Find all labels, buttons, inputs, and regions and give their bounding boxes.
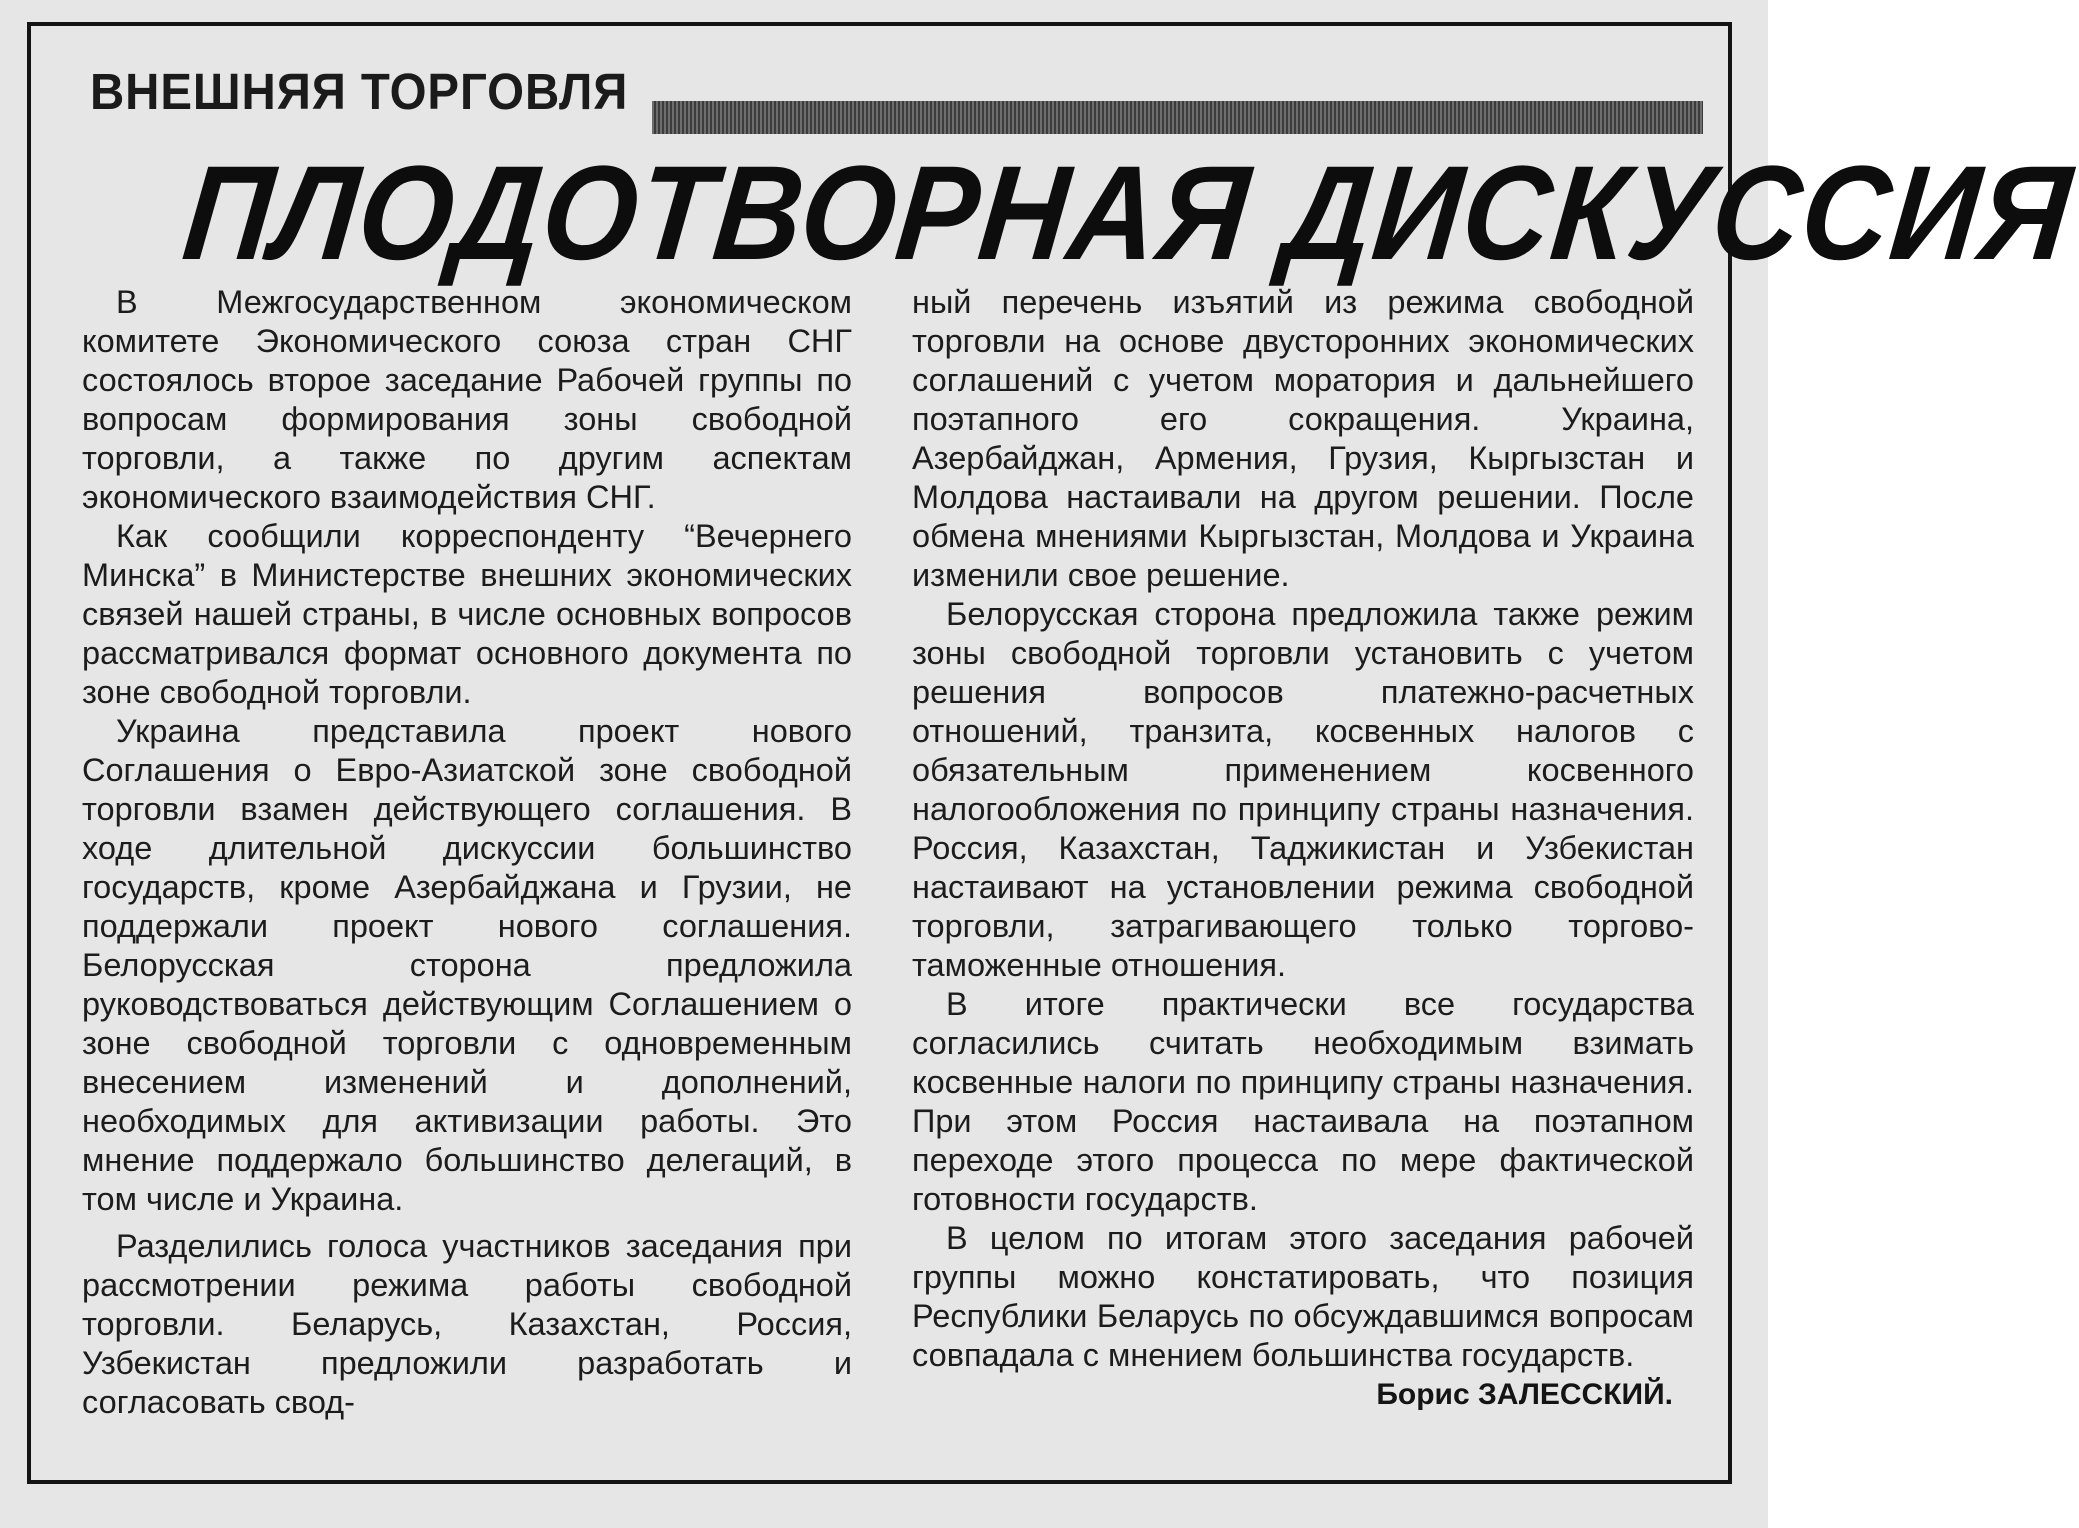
- left-column: [82, 283, 852, 1422]
- paragraph: Как сообщили корреспонденту “Вечернего Минска” в Министерстве внешних экономических связей нашей страны, в числе основных вопросов рассматривался формат основного документа по зоне свободной торговли.: [82, 518, 852, 710]
- paragraph: Белорусская сторона предложила также режим зоны свободной торговли установить с учетом решения вопросов платежно-расчетных отношений, транзита, косвенных налогов с обязательным применением косвенного налогообложения по принципу страны назначения. Россия, Казахстан, Таджикистан и Узбекистан настаивают на установлении режима свободной торговли, затрагивающего только торгово-таможенные отношения.: [912, 596, 1694, 983]
- paragraph: В Межгосударственном экономическом комитете Экономического союза стран СНГ состоялось второе заседание Рабочей группы по вопросам формирования зоны свободной торговли, а также по другим аспектам экономического взаимодействия СНГ.: [82, 284, 852, 515]
- article-headline: ПЛОДОТВОРНАЯ ДИСКУССИЯ: [177, 139, 2079, 288]
- right-column: [912, 283, 1694, 1375]
- paragraph: В целом по итогам этого заседания рабочей группы можно констатировать, что позиция Республики Беларусь по обсуждавшимся вопросам совпадала с мнением большинства государств.: [912, 1220, 1694, 1373]
- rubric-rule-bar: [652, 101, 1703, 134]
- author-signature: Борис ЗАЛЕССКИЙ.: [1376, 1378, 1673, 1411]
- paragraph: ный перечень изъятий из режима свободной торговли на основе двусторонних экономических соглашений с учетом моратория и дальнейшего поэтапного его сокращения. Украина, Азербайджан, Армения, Грузия, Кыргызстан и Молдова настаивали на другом решении. После обмена мнениями Кыргызстан, Молдова и Украина изменили свое решение.: [912, 284, 1694, 593]
- section-rubric: ВНЕШНЯЯ ТОРГОВЛЯ: [90, 63, 629, 120]
- paragraph: Украина представила проект нового Соглашения о Евро-Азиатской зоне свободной торговли взамен действующего соглашения. В ходе длительной дискуссии большинство государств, кроме Азербайджана и Грузии, не поддержали проект нового соглашения. Белорусская сторона предложила руководствоваться действующим Соглашением о зоне свободной торговли с одновременным внесением изменений и дополнений, необходимых для активизации работы. Это мнение поддержало большинство делегаций, в том числе и Украина.: [82, 713, 852, 1217]
- paragraph: Разделились голоса участников заседания при рассмотрении режима работы свободной торговли. Беларусь, Казахстан, Россия, Узбекистан предложили разработать и согласовать свод-: [82, 1228, 852, 1420]
- paragraph: В итоге практически все государства согласились считать необходимым взимать косвенные налоги по принципу страны назначения. При этом Россия настаивала на поэтапном переходе этого процесса по мере фактической готовности государств.: [912, 986, 1694, 1217]
